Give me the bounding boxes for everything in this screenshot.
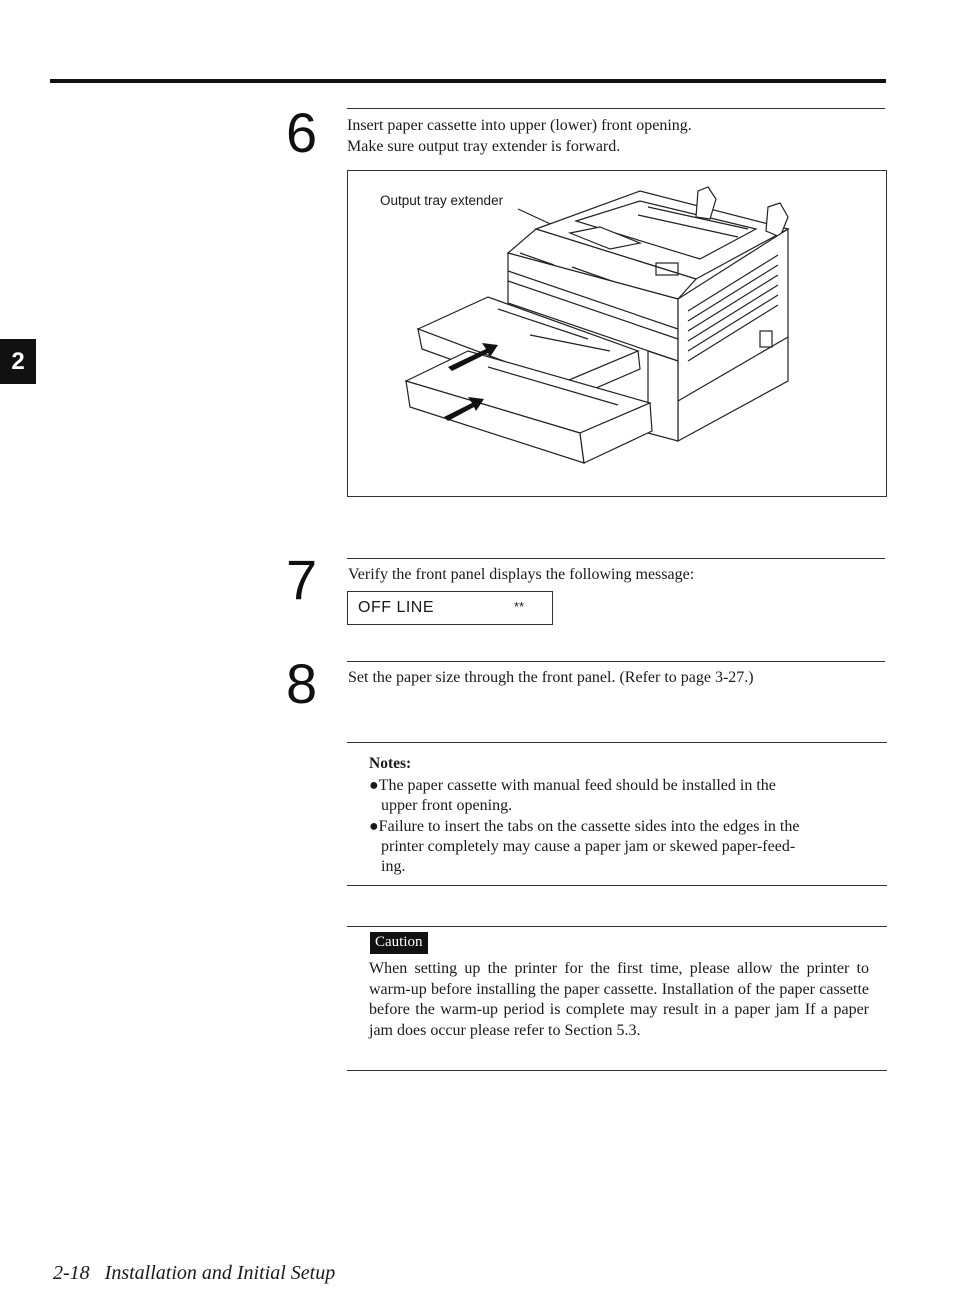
note-item-1-line-1: ●The paper cassette with manual feed should be installed in the — [369, 777, 776, 794]
caution-top-rule — [347, 926, 887, 927]
notes-top-rule — [347, 742, 887, 743]
step-6-rule — [347, 108, 885, 109]
top-rule — [50, 79, 886, 83]
chapter-tab: 2 — [0, 339, 36, 384]
step-8-instruction: Set the paper size through the front panel. (Refer to page 3-27.) — [348, 669, 754, 686]
note-item-1-line-2: upper front opening. — [381, 797, 513, 814]
step-number-6: 6 — [286, 101, 318, 164]
note-item-2-line-1: ●Failure to insert the tabs on the cassette sides into the edges in the — [369, 818, 800, 835]
note-item-2-line-3: ing. — [381, 858, 406, 875]
front-panel-display — [347, 591, 553, 625]
step-6-instruction — [347, 116, 692, 157]
note-item-2-line-2: printer completely may cause a paper jam or skewed paper-feed- — [381, 838, 796, 855]
display-indicator: ** — [514, 599, 525, 614]
figure-callout-label: Output tray extender — [380, 193, 504, 208]
printer-drawing — [348, 171, 886, 496]
step-number-7: 7 — [286, 548, 318, 611]
step-8-rule — [347, 661, 885, 662]
caution-bottom-rule — [347, 1070, 887, 1071]
step-7-rule — [347, 558, 885, 559]
step-6-line-2: Make sure output tray extender is forward. — [347, 137, 621, 155]
step-6-line-1: Insert paper cassette into upper (lower) front opening. — [347, 117, 692, 134]
step-number-8: 8 — [286, 652, 318, 715]
notes-bottom-rule — [347, 885, 887, 886]
notes-title: Notes: — [369, 755, 412, 772]
step-7-instruction: Verify the front panel displays the following message: — [348, 566, 695, 583]
page-footer: 2-18 Installation and Initial Setup — [53, 1262, 336, 1284]
caution-text: When setting up the printer for the first time, please allow the printer to warm-up before installing the paper cassette. Installation of the paper cassette before the warm-up period is complete may result in a paper jam If a paper jam does occur please refer to Section 5.3. — [369, 960, 869, 1039]
display-message: OFF LINE — [358, 599, 435, 616]
printer-illustration — [347, 170, 887, 497]
caution-badge: Caution — [370, 932, 428, 954]
